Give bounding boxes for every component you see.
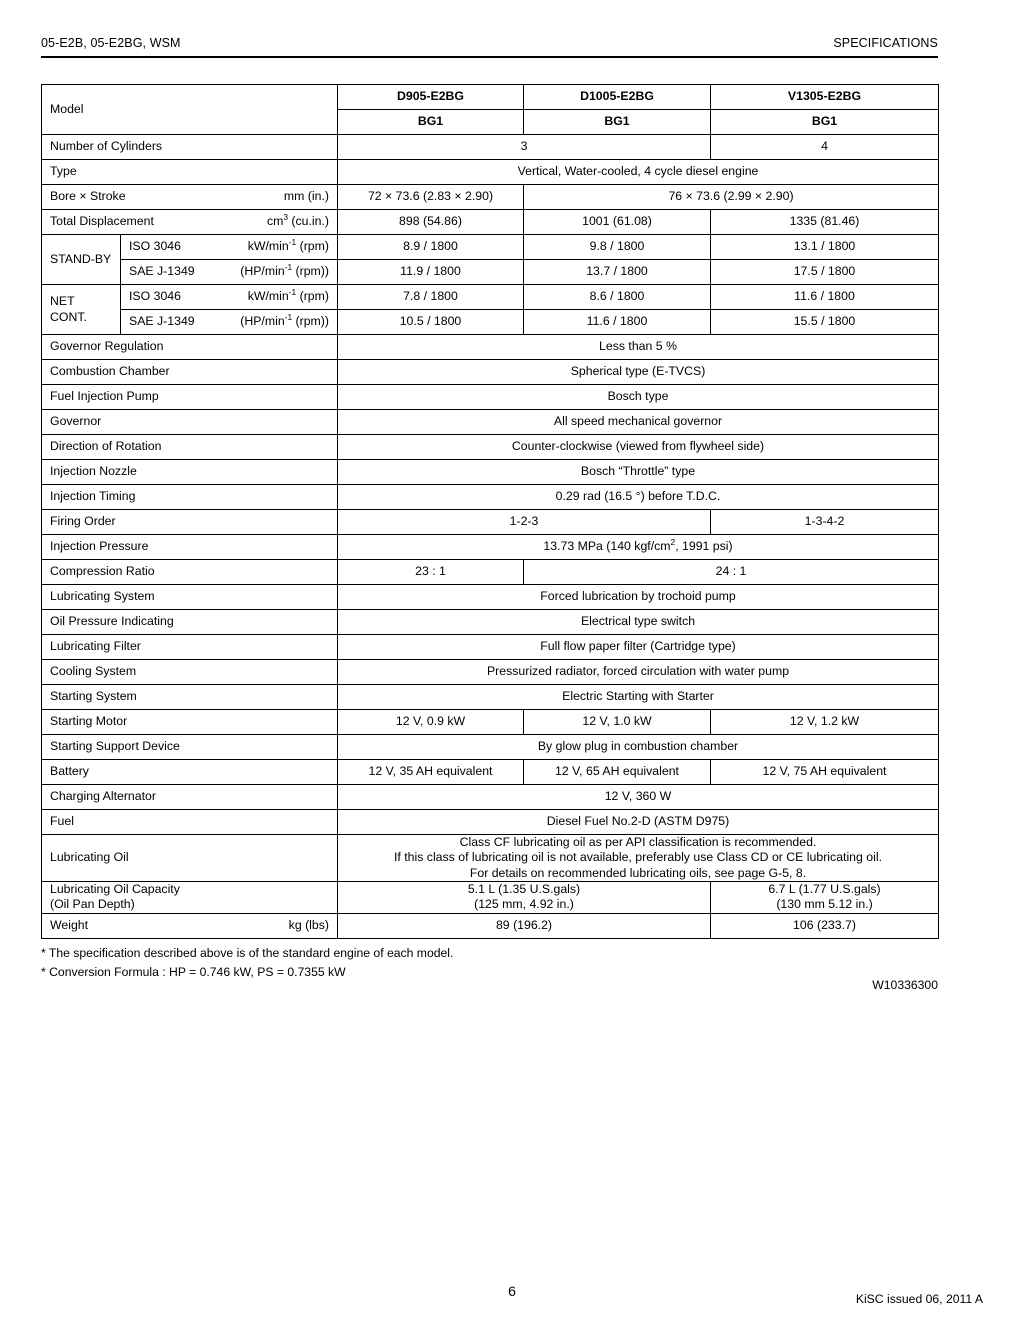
row-label-lubricating-filter: Lubricating Filter (42, 635, 338, 660)
oil-capacity-label-line2: (Oil Pan Depth) (50, 897, 135, 912)
row-label-battery: Battery (42, 760, 338, 785)
row-label-rotation: Direction of Rotation (42, 435, 338, 460)
model-name-3: V1305-E2BG (711, 85, 939, 110)
table-row-firing-order (42, 510, 939, 535)
row-label-netcont-sae (121, 310, 338, 335)
row-label-starting-system: Starting System (42, 685, 338, 710)
table-row-charging-alternator (42, 785, 939, 810)
lubricating-system-value: Forced lubrication by trochoid pump (338, 585, 939, 610)
displacement-label-text: Total Displacement (50, 214, 154, 229)
weight-value-3: 106 (233.7) (711, 913, 939, 938)
netcont-iso-value-2: 8.6 / 1800 (524, 285, 711, 310)
footnote-1: * The specification described above is of the standard engine of each model. (41, 946, 454, 960)
row-label-governor: Governor (42, 410, 338, 435)
firing-order-value-3: 1-3-4-2 (711, 510, 939, 535)
table-row-model-names (42, 85, 939, 110)
row-label-oil-capacity (42, 882, 338, 914)
row-label-oil-pressure: Oil Pressure Indicating (42, 610, 338, 635)
table-row-injection-pressure (42, 535, 939, 560)
row-label-starting-support: Starting Support Device (42, 735, 338, 760)
row-label-injection-pressure: Injection Pressure (42, 535, 338, 560)
type-value: Vertical, Water-cooled, 4 cycle diesel engine (338, 160, 939, 185)
row-label-charging-alternator: Charging Alternator (42, 785, 338, 810)
row-label-displacement (42, 210, 338, 235)
netcont-group-line2: CONT. (50, 309, 87, 324)
bore-stroke-label-text: Bore × Stroke (50, 189, 126, 204)
standby-sae-value-3: 17.5 / 1800 (711, 260, 939, 285)
table-row-governor-regulation (42, 335, 939, 360)
displacement-value-3: 1335 (81.46) (711, 210, 939, 235)
table-row-standby-sae (42, 260, 939, 285)
table-row-injection-nozzle (42, 460, 939, 485)
row-label-netcont-iso (121, 285, 338, 310)
footnote-2: * Conversion Formula : HP = 0.746 kW, PS = 0.7355 kW (41, 964, 346, 979)
model-name-2: D1005-E2BG (524, 85, 711, 110)
header-rule (41, 56, 938, 58)
table-row-fuel-injection-pump (42, 385, 939, 410)
table-row-standby-iso (42, 235, 939, 260)
netcont-sae-value-2: 11.6 / 1800 (524, 310, 711, 335)
row-label-injection-nozzle: Injection Nozzle (42, 460, 338, 485)
fuel-value: Diesel Fuel No.2-D (ASTM D975) (338, 810, 939, 835)
table-row-netcont-sae (42, 310, 939, 335)
row-label-cylinders: Number of Cylinders (42, 135, 338, 160)
netcont-iso-value-3: 11.6 / 1800 (711, 285, 939, 310)
standby-sae-label-text: SAE J-1349 (129, 264, 195, 279)
model-suffix-1: BG1 (338, 110, 524, 135)
row-label-fuel: Fuel (42, 810, 338, 835)
oil-capacity-value-3-line1: 6.7 L (1.77 U.S.gals) (768, 882, 881, 897)
lubricating-oil-value (338, 835, 939, 882)
oil-capacity-value-3-line2: (130 mm 5.12 in.) (776, 897, 873, 912)
injection-timing-value: 0.29 rad (16.5 °) before T.D.C. (338, 485, 939, 510)
table-row-lubricating-system (42, 585, 939, 610)
drawing-number: W10336300 (872, 978, 938, 992)
row-label-type: Type (42, 160, 338, 185)
standby-iso-label-text: ISO 3046 (129, 239, 181, 254)
table-row-governor (42, 410, 939, 435)
row-label-bore-stroke (42, 185, 338, 210)
row-label-firing-order: Firing Order (42, 510, 338, 535)
table-row-starting-support (42, 735, 939, 760)
rotation-value: Counter-clockwise (viewed from flywheel side) (338, 435, 939, 460)
standby-sae-value-1: 11.9 / 1800 (338, 260, 524, 285)
bore-stroke-value-23: 76 × 73.6 (2.99 × 2.90) (524, 185, 939, 210)
row-label-governor-regulation: Governor Regulation (42, 335, 338, 360)
weight-unit: kg (lbs) (288, 918, 329, 933)
starting-support-value: By glow plug in combustion chamber (338, 735, 939, 760)
lubricating-filter-value: Full flow paper filter (Cartridge type) (338, 635, 939, 660)
oil-capacity-value-3 (711, 882, 939, 914)
oil-capacity-value-12-line2: (125 mm, 4.92 in.) (474, 897, 574, 912)
displacement-unit: $cm^3$ (cu.in.) (266, 212, 329, 229)
oil-capacity-label-line1: Lubricating Oil Capacity (50, 882, 180, 897)
starting-motor-value-2: 12 V, 1.0 kW (524, 710, 711, 735)
fuel-injection-pump-value: Bosch type (338, 385, 939, 410)
netcont-iso-value-1: 7.8 / 1800 (338, 285, 524, 310)
cooling-system-value: Pressurized radiator, forced circulation with water pump (338, 660, 939, 685)
starting-motor-value-3: 12 V, 1.2 kW (711, 710, 939, 735)
table-row-lubricating-oil (42, 835, 939, 882)
table-row-oil-capacity (42, 882, 939, 914)
row-label-combustion-chamber: Combustion Chamber (42, 360, 338, 385)
table-row-weight (42, 913, 939, 938)
standby-iso-value-2: 9.8 / 1800 (524, 235, 711, 260)
displacement-value-2: 1001 (61.08) (524, 210, 711, 235)
table-row-fuel (42, 810, 939, 835)
model-suffix-2: BG1 (524, 110, 711, 135)
lubricating-oil-line3: For details on recommended lubricating oils, see page G-5, 8. (469, 865, 807, 880)
row-group-netcont (42, 285, 121, 335)
row-label-standby-iso (121, 235, 338, 260)
injection-pressure-value: 13.73 MPa (140 kgf/$cm^2$, 1991 psi) (338, 535, 939, 560)
row-label-lubricating-system: Lubricating System (42, 585, 338, 610)
compression-ratio-value-1: 23 : 1 (338, 560, 524, 585)
table-row-battery (42, 760, 939, 785)
row-label-compression-ratio: Compression Ratio (42, 560, 338, 585)
netcont-group-line1: NET (50, 294, 75, 309)
row-label-injection-timing: Injection Timing (42, 485, 338, 510)
netcont-sae-value-3: 15.5 / 1800 (711, 310, 939, 335)
standby-iso-value-3: 13.1 / 1800 (711, 235, 939, 260)
row-label-fuel-injection-pump: Fuel Injection Pump (42, 385, 338, 410)
bore-stroke-unit: mm (in.) (283, 189, 329, 204)
page-number: 6 (508, 1283, 516, 1299)
table-row-lubricating-filter (42, 635, 939, 660)
standby-iso-value-1: 8.9 / 1800 (338, 235, 524, 260)
battery-value-2: 12 V, 65 AH equivalent (524, 760, 711, 785)
netcont-sae-label-text: SAE J-1349 (129, 314, 195, 329)
injection-nozzle-value: Bosch “Throttle” type (338, 460, 939, 485)
bore-stroke-value-1: 72 × 73.6 (2.83 × 2.90) (338, 185, 524, 210)
standby-sae-unit: ($HP/\min^{-1}$ (rpm)) (240, 262, 329, 279)
netcont-sae-value-1: 10.5 / 1800 (338, 310, 524, 335)
oil-pressure-value: Electrical type switch (338, 610, 939, 635)
netcont-iso-label-text: ISO 3046 (129, 289, 181, 304)
model-name-1: D905-E2BG (338, 85, 524, 110)
table-row-netcont-iso (42, 285, 939, 310)
battery-value-3: 12 V, 75 AH equivalent (711, 760, 939, 785)
lubricating-oil-line2: If this class of lubricating oil is not available, preferably use Class CD or CE lubricating oil. (394, 850, 882, 865)
weight-value-12: 89 (196.2) (338, 913, 711, 938)
starting-system-value: Electric Starting with Starter (338, 685, 939, 710)
model-suffix-3: BG1 (711, 110, 939, 135)
displacement-value-1: 898 (54.86) (338, 210, 524, 235)
starting-motor-value-1: 12 V, 0.9 kW (338, 710, 524, 735)
standby-iso-unit: $kW/\min^{-1}$ (rpm) (247, 237, 329, 254)
weight-label-text: Weight (50, 918, 89, 933)
header-document-code: 05-E2B, 05-E2BG, WSM (41, 36, 181, 50)
footer-issue-note: KiSC issued 06, 2011 A (855, 1292, 983, 1306)
row-label-standby-sae (121, 260, 338, 285)
lubricating-oil-line1: Class CF lubricating oil as per API classification is recommended. (459, 835, 817, 849)
cylinders-value-3: 4 (711, 135, 939, 160)
row-label-cooling-system: Cooling System (42, 660, 338, 685)
table-row-compression-ratio (42, 560, 939, 585)
table-row-oil-pressure (42, 610, 939, 635)
table-row-displacement (42, 210, 939, 235)
table-row-rotation (42, 435, 939, 460)
table-row-combustion-chamber (42, 360, 939, 385)
standby-sae-value-2: 13.7 / 1800 (524, 260, 711, 285)
netcont-iso-unit: $kW/\min^{-1}$ (rpm) (247, 287, 329, 304)
row-label-model: Model (42, 85, 338, 135)
row-label-lubricating-oil: Lubricating Oil (42, 835, 338, 882)
row-label-starting-motor: Starting Motor (42, 710, 338, 735)
oil-capacity-value-12-line1: 5.1 L (1.35 U.S.gals) (467, 882, 581, 897)
table-row-cylinders (42, 135, 939, 160)
table-footnotes (41, 944, 453, 982)
row-label-weight (42, 913, 338, 938)
cylinders-value-12: 3 (338, 135, 711, 160)
compression-ratio-value-23: 24 : 1 (524, 560, 939, 585)
table-row-injection-timing (42, 485, 939, 510)
battery-value-1: 12 V, 35 AH equivalent (338, 760, 524, 785)
header-section-title: SPECIFICATIONS (833, 36, 938, 50)
table-row-cooling-system (42, 660, 939, 685)
row-group-standby: STAND-BY (42, 235, 121, 285)
combustion-chamber-value: Spherical type (E-TVCS) (338, 360, 939, 385)
charging-alternator-value: 12 V, 360 W (338, 785, 939, 810)
table-row-bore-stroke (42, 185, 939, 210)
governor-regulation-value: Less than 5 % (338, 335, 939, 360)
oil-capacity-value-12 (338, 882, 711, 914)
document-header (41, 36, 938, 50)
netcont-sae-unit: ($HP/\min^{-1}$ (rpm)) (240, 312, 329, 329)
table-row-starting-motor (42, 710, 939, 735)
table-row-type (42, 160, 939, 185)
engine-specifications-table (41, 84, 939, 939)
firing-order-value-12: 1-2-3 (338, 510, 711, 535)
governor-value: All speed mechanical governor (338, 410, 939, 435)
table-row-starting-system (42, 685, 939, 710)
